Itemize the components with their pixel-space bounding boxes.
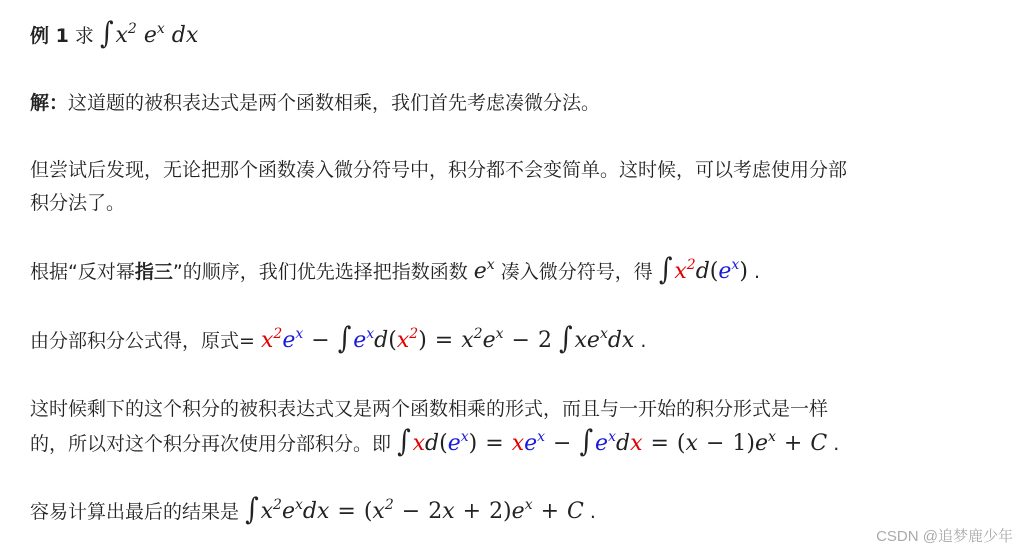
example-prefix: 求 xyxy=(74,25,94,47)
formula-problem: $\int x^2$ $e^x$ dx xyxy=(99,16,199,52)
paragraph-try xyxy=(30,154,987,220)
again-text: 的，所以对这个积分再次使用分部积分。即 xyxy=(30,433,392,455)
again-end: . xyxy=(833,433,840,455)
solution-line xyxy=(30,87,987,120)
example-line xyxy=(30,18,987,53)
example-label: 例 1 xyxy=(30,25,69,47)
watermark: CSDN @追梦鹿少年 xyxy=(876,528,1013,545)
paragraph-try-line2: 积分法了。 xyxy=(30,192,126,214)
formula-ex: $e^x$ xyxy=(473,257,495,284)
formula-setup: $\int x^2d(e^x)$ xyxy=(658,252,748,288)
result-text: 容易计算出最后的结果是 xyxy=(30,501,240,523)
solution-label: 解： xyxy=(30,92,69,114)
formula-ibp-second: $\int xd(e^x) = xe^x - \int e^xdx = (x - 1)e^x + C$ xyxy=(397,424,828,460)
paragraph-again-line2 xyxy=(30,426,987,461)
paragraph-result xyxy=(30,494,987,529)
liate-text1: 根据“反对幂 xyxy=(30,261,135,283)
paragraph-try-line1: 但尝试后发现，无论把那个函数凑入微分符号中，积分都不会变简单。这时候，可以考虑使用分部 xyxy=(30,159,848,181)
paragraph-again xyxy=(30,393,987,461)
formula-ibp-first: $x^2e^x - \int e^xd(x^2) = x^2e^x - 2$ $\int xe^xdx$ xyxy=(260,321,635,357)
formula-end: . xyxy=(640,330,647,352)
paragraph-liate xyxy=(30,254,987,289)
formula-intro: 由分部积分公式得，原式= xyxy=(30,330,255,352)
result-end: . xyxy=(589,501,596,523)
liate-text3: 凑入微分符号，得 xyxy=(500,261,653,283)
paragraph-again-line1: 这时候剩下的这个积分的被积表达式又是两个函数相乘的形式，而且与一开始的积分形式是一样 xyxy=(30,398,829,420)
liate-end: . xyxy=(753,261,761,283)
liate-text2: ”的顺序，我们优先选择把指数函数 xyxy=(172,261,468,283)
paragraph-formula xyxy=(30,323,987,358)
formula-result: $\int x^2e^xdx = (x^2 - 2x + 2)e^x + C$ xyxy=(245,492,584,528)
solution-text: 这道题的被积表达式是两个函数相乘，我们首先考虑凑微分法。 xyxy=(68,92,601,114)
liate-bold: 指三 xyxy=(134,261,173,283)
